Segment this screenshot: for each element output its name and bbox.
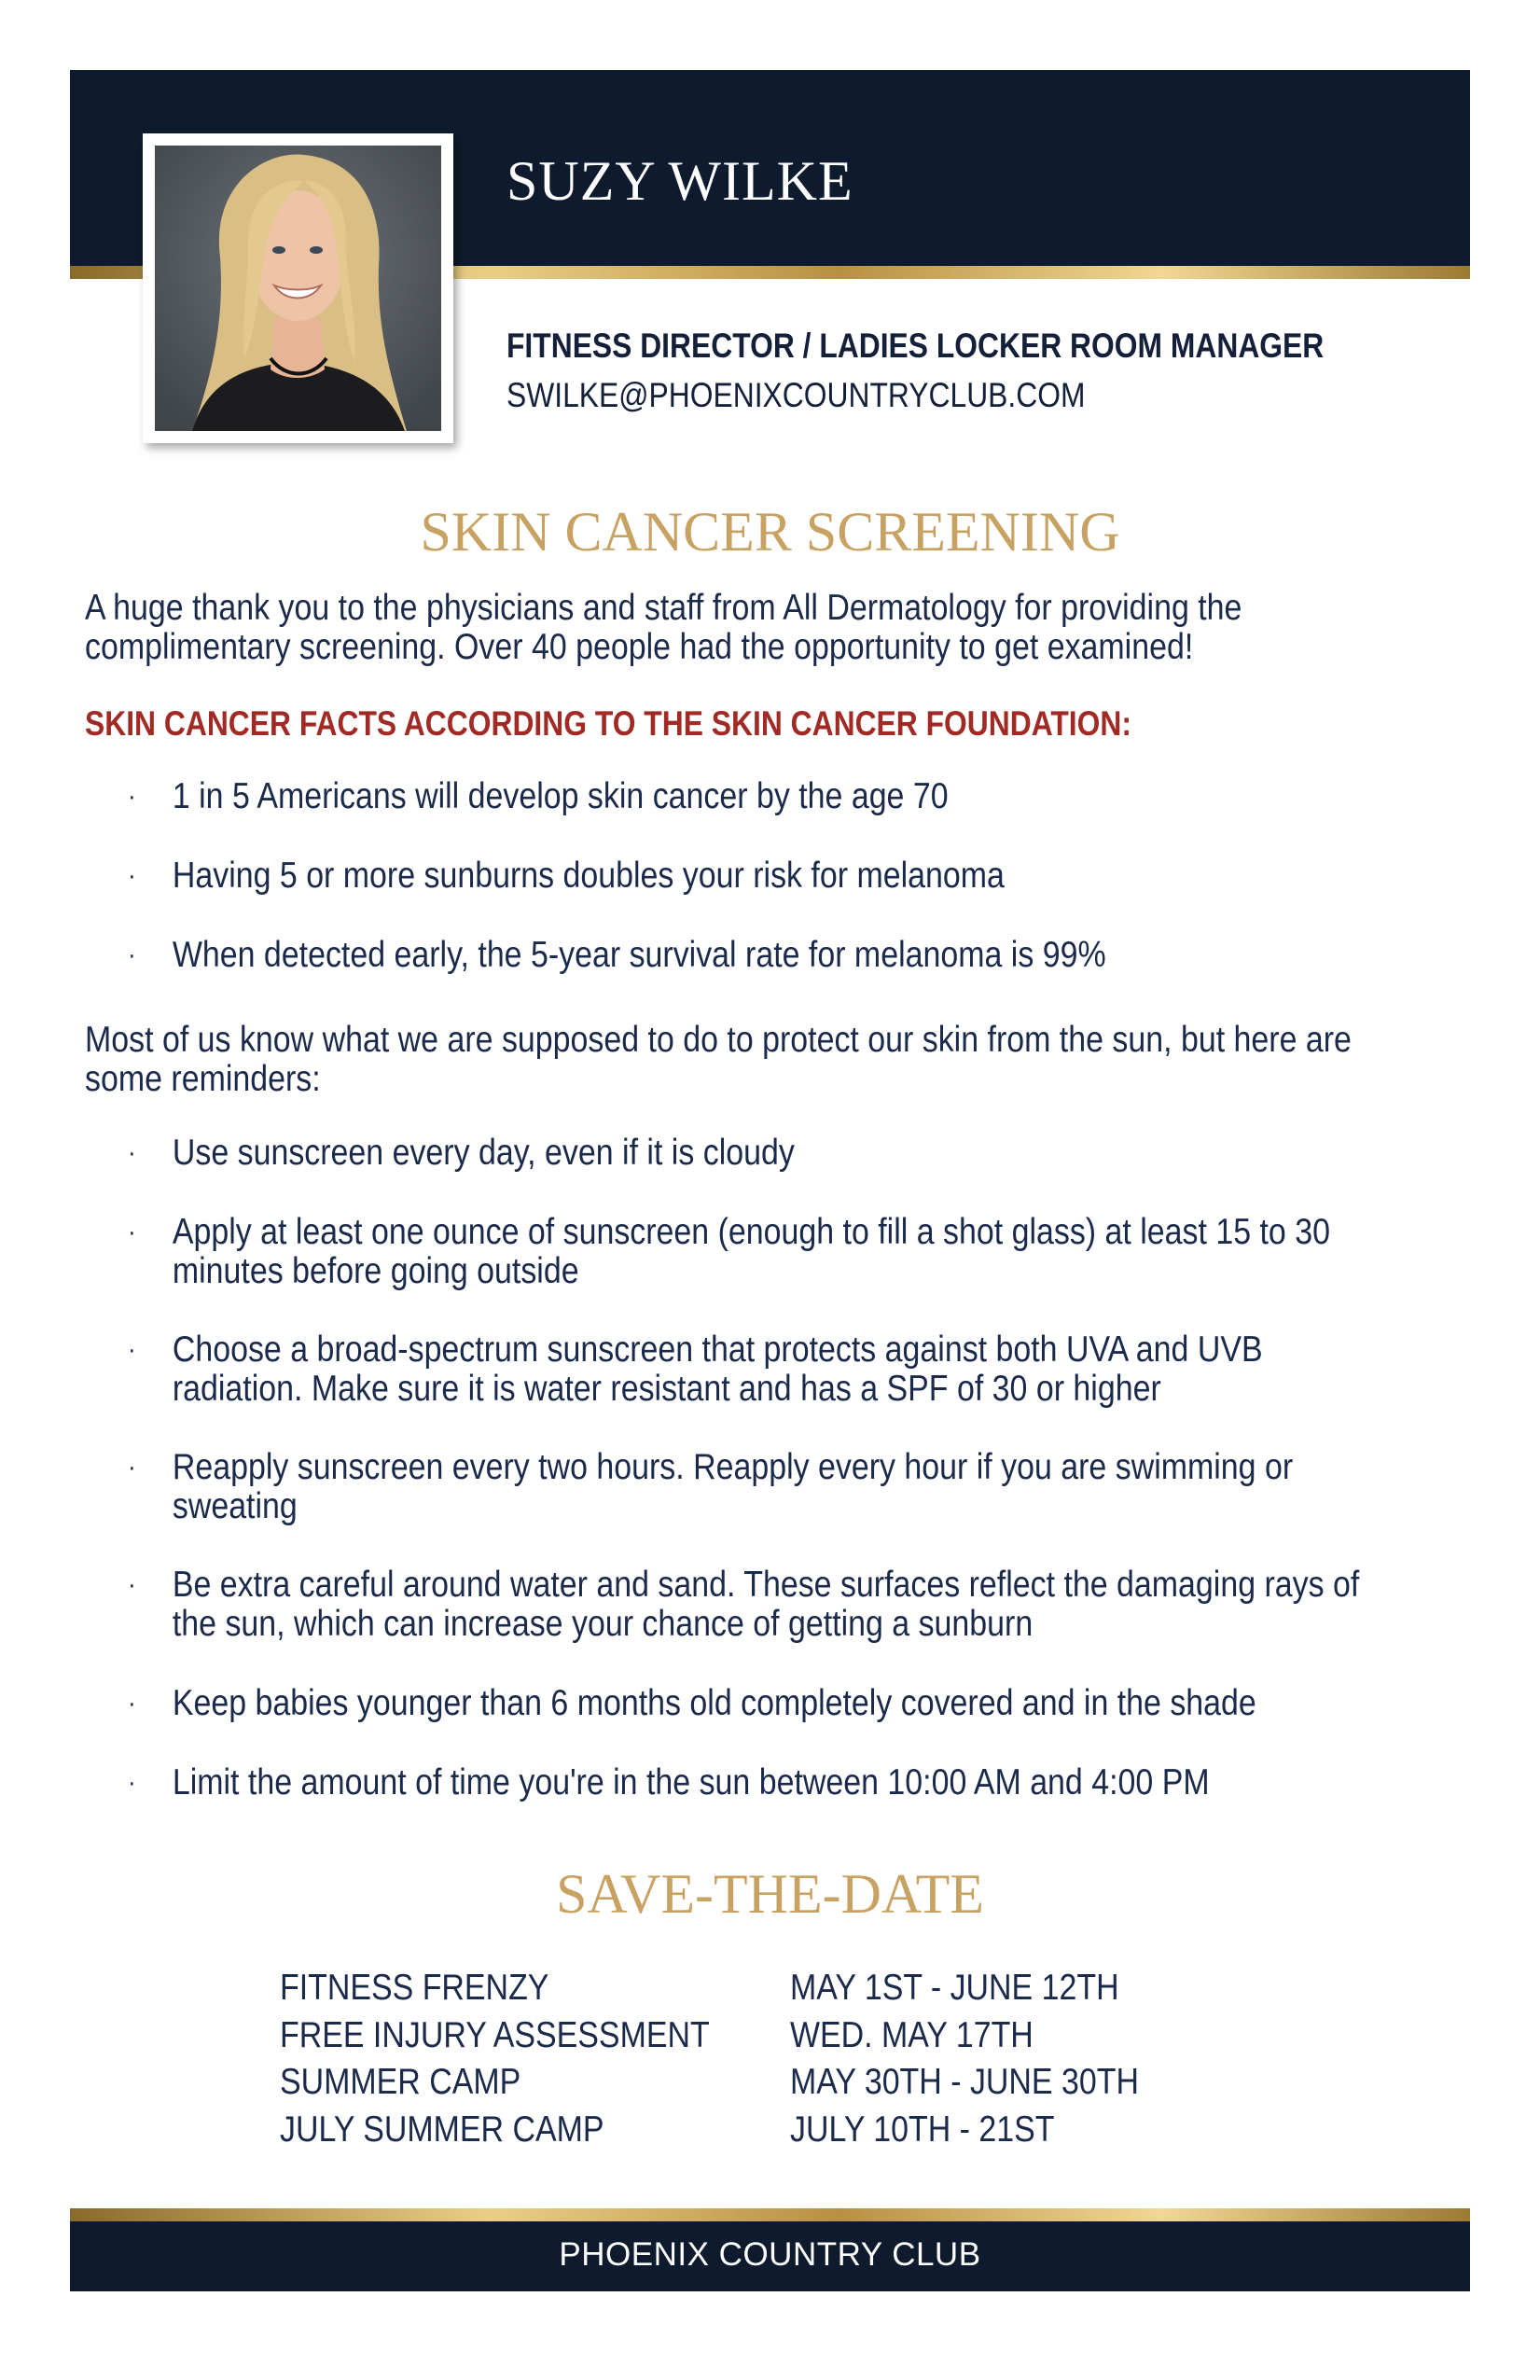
reminder-item xyxy=(128,1330,1394,1409)
fact-text: Having 5 or more sunburns doubles your risk for melanoma xyxy=(172,856,1005,896)
screening-intro: A huge thank you to the physicians and staff from All Dermatology for providing the complimentary screening. Over 40 people had the opportunity to get examined! xyxy=(85,588,1242,667)
bullet-icon: · xyxy=(128,1688,136,1719)
reminders-intro: Most of us know what we are supposed to do to protect our skin from the sun, but here are some reminders: xyxy=(85,1020,1352,1099)
reminder-text: Be extra careful around water and sand. These surfaces reflect the damaging rays of the sun, which can increase your chance of getting a sunburn xyxy=(172,1565,1360,1644)
fact-item xyxy=(128,777,1394,816)
staff-name: SUZY WILKE xyxy=(506,150,853,212)
facts-heading: SKIN CANCER FACTS ACCORDING TO THE SKIN CANCER FOUNDATION: xyxy=(85,704,1131,743)
event-date: JULY 10TH - 21ST xyxy=(790,2109,1055,2150)
bullet-icon: · xyxy=(128,1334,136,1365)
event-name: SUMMER CAMP xyxy=(280,2062,521,2102)
bullet-icon: · xyxy=(128,860,136,891)
fact-item xyxy=(128,856,1394,896)
reminder-text: Limit the amount of time you're in the sun between 10:00 AM and 4:00 PM xyxy=(172,1762,1210,1802)
profile-photo-illustration xyxy=(155,146,441,431)
fact-text: 1 in 5 Americans will develop skin cancer by the age 70 xyxy=(172,776,949,816)
event-name: FITNESS FRENZY xyxy=(280,1968,549,2008)
fact-text: When detected early, the 5-year survival rate for melanoma is 99% xyxy=(172,935,1106,975)
reminder-text: Use sunscreen every day, even if it is cloudy xyxy=(172,1133,795,1173)
reminder-text: Reapply sunscreen every two hours. Reapply every hour if you are swimming or sweating xyxy=(172,1447,1294,1526)
footer-band xyxy=(70,2221,1470,2291)
profile-photo-frame xyxy=(143,133,453,443)
bullet-icon: · xyxy=(128,1452,136,1482)
screening-title: SKIN CANCER SCREENING xyxy=(420,501,1120,563)
bullet-icon: · xyxy=(128,939,136,970)
footer-gold-rule xyxy=(70,2208,1470,2221)
reminder-item xyxy=(128,1763,1394,1802)
reminder-item xyxy=(128,1134,1394,1173)
reminder-item xyxy=(128,1684,1394,1723)
bullet-icon: · xyxy=(128,1569,136,1600)
staff-role: FITNESS DIRECTOR / LADIES LOCKER ROOM MANAGER xyxy=(506,327,1325,365)
event-date: WED. MAY 17TH xyxy=(790,2015,1034,2055)
profile-photo xyxy=(155,146,441,431)
footer-club-name: PHOENIX COUNTRY CLUB xyxy=(559,2236,981,2273)
bullet-icon: · xyxy=(128,1137,136,1168)
event-date: MAY 30TH - JUNE 30TH xyxy=(790,2062,1139,2102)
reminder-text: Apply at least one ounce of sunscreen (enough to fill a shot glass) at least 15 to 30 minutes before going outside xyxy=(172,1212,1330,1291)
reminder-text: Keep babies younger than 6 months old completely covered and in the shade xyxy=(172,1683,1256,1723)
staff-email[interactable]: SWILKE@PHOENIXCOUNTRYCLUB.COM xyxy=(506,376,1086,414)
reminder-item xyxy=(128,1448,1394,1526)
event-date: MAY 1ST - JUNE 12TH xyxy=(790,1968,1119,2008)
reminder-text: Choose a broad-spectrum sunscreen that protects against both UVA and UVB radiation. Make sure it is water resistant and has a SPF of 30 or higher xyxy=(172,1329,1263,1409)
save-the-date-title: SAVE-THE-DATE xyxy=(556,1863,984,1925)
event-name: JULY SUMMER CAMP xyxy=(280,2109,604,2150)
bullet-icon: · xyxy=(128,781,136,812)
bullet-icon: · xyxy=(128,1217,136,1247)
bullet-icon: · xyxy=(128,1767,136,1798)
fact-item xyxy=(128,936,1394,975)
reminder-item xyxy=(128,1566,1394,1644)
event-name: FREE INJURY ASSESSMENT xyxy=(280,2015,710,2055)
reminder-item xyxy=(128,1213,1394,1291)
